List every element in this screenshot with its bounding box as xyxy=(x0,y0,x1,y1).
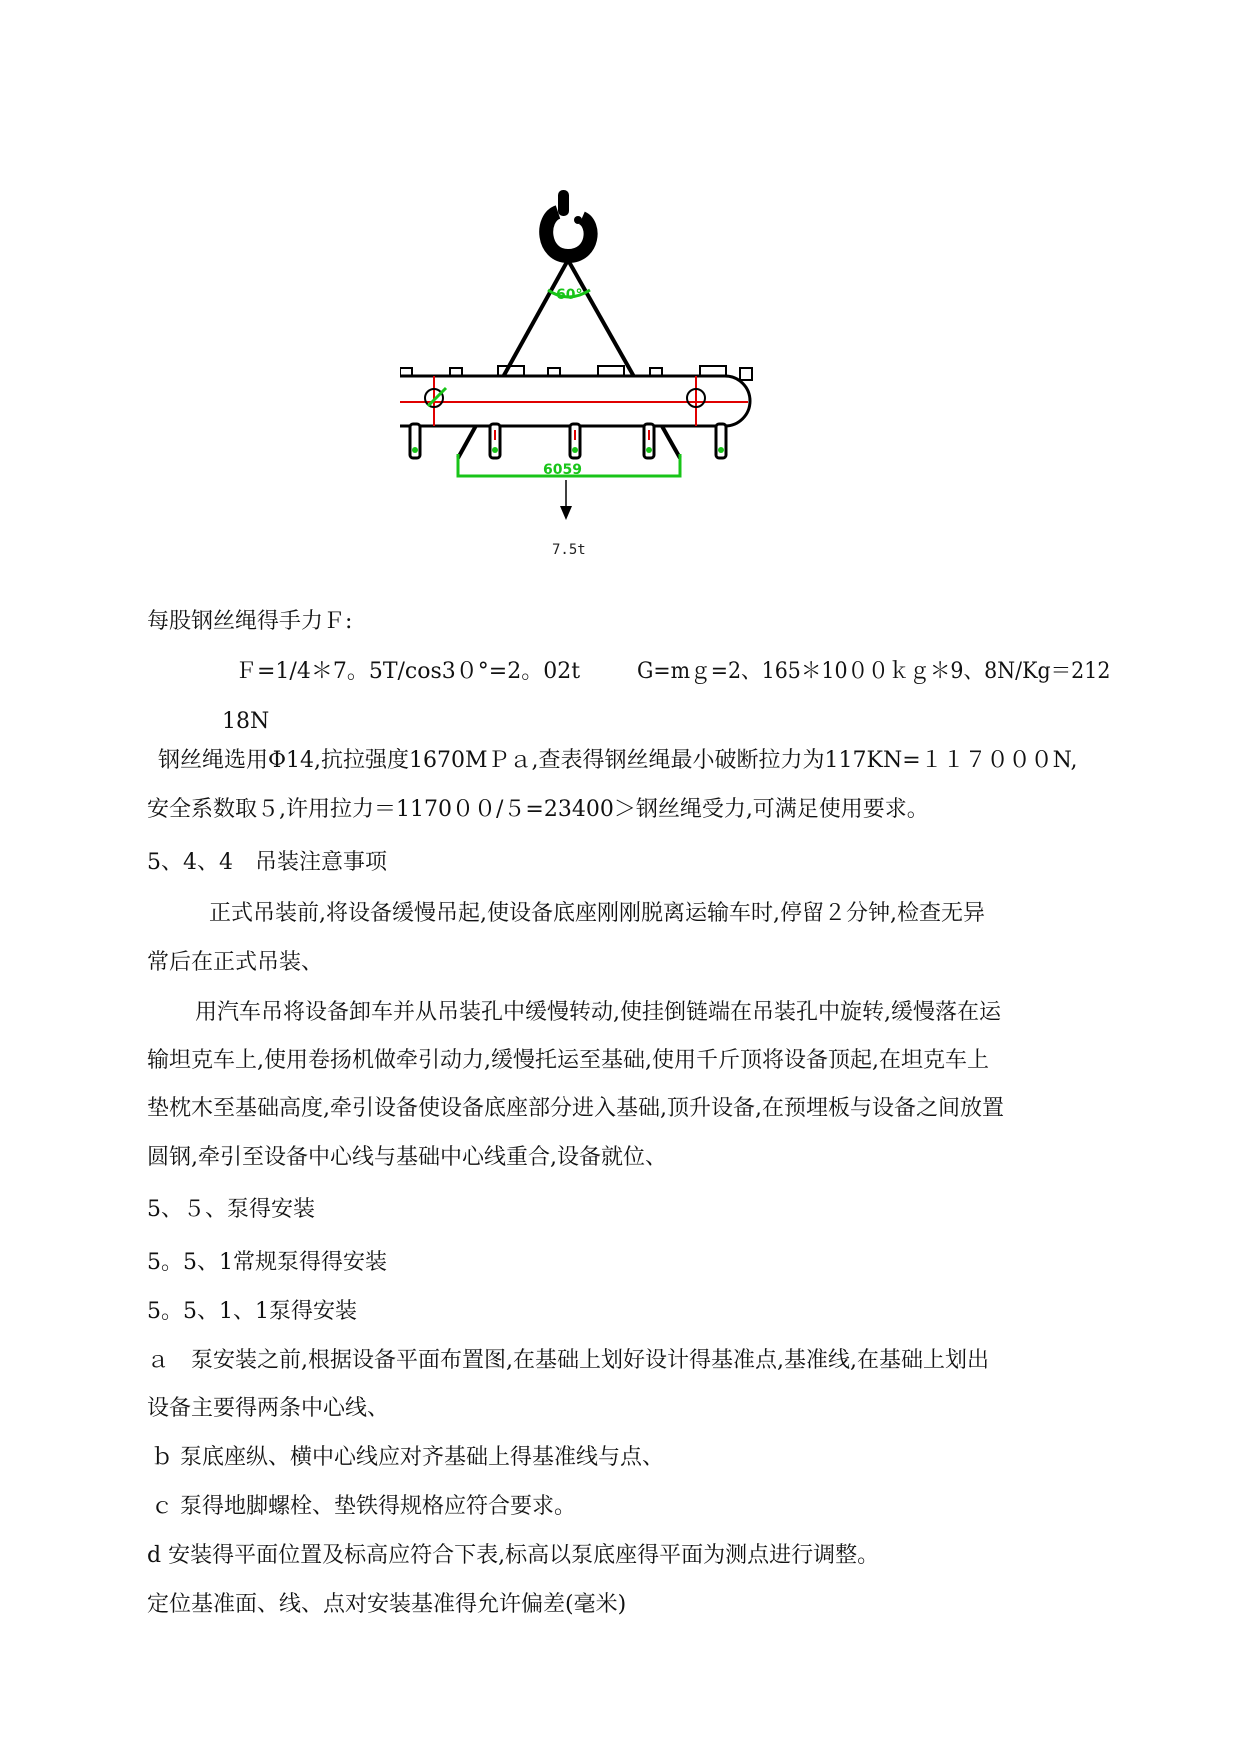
text-line: ｃ 泵得地脚螺栓、垫铁得规格应符合要求。 xyxy=(151,1494,576,1519)
text-line: 垫枕木至基础高度,牵引设备使设备底座部分进入基础,顶升设备,在预埋板与设备之间放置 xyxy=(147,1096,1004,1121)
section-heading: 5。5、1、1泵得安装 xyxy=(147,1299,357,1324)
table-caption: 定位基准面、线、点对安装基准得允许偏差(毫米) xyxy=(147,1592,627,1617)
text-line: 安全系数取５,许用拉力＝1170００/５=23400＞钢丝绳受力,可满足使用要求。 xyxy=(147,797,929,822)
text-line: 常后在正式吊装、 xyxy=(147,950,324,975)
crane-hook-icon xyxy=(546,190,590,256)
text-line: 输坦克车上,使用卷扬机做牵引动力,缓慢托运至基础,使用千斤顶将设备顶起,在坦克车上 xyxy=(147,1048,989,1073)
text-line: 圆钢,牵引至设备中心线与基础中心线重合,设备就位、 xyxy=(147,1145,667,1170)
load-label: 7.5t xyxy=(552,542,586,558)
formula-force: Ｆ=1/4＊7。5T/cos3０°=2。02t xyxy=(235,659,581,684)
section-heading: 5。5、1常规泵得得安装 xyxy=(147,1250,387,1275)
formula-gravity: G=mｇ=2、165＊10００ｋｇ＊9、8N/Kg＝212 xyxy=(637,659,1111,684)
load-arrow xyxy=(560,480,572,520)
text-line: 正式吊装前,将设备缓慢吊起,使设备底座刚刚脱离运输车时,停留２分钟,检查无异 xyxy=(209,901,985,926)
dimension-label: 6059 xyxy=(543,462,582,478)
text-line: 钢丝绳选用Φ14,抗拉强度1670MＰａ,查表得钢丝绳最小破断拉力为117KN=１１７０００N, xyxy=(158,748,1078,773)
text-line: 每股钢丝绳得手力Ｆ: xyxy=(147,609,353,634)
section-heading: 5、５、泵得安装 xyxy=(147,1197,315,1222)
text-line: 18N xyxy=(222,709,270,734)
text-line: ａ 泵安装之前,根据设备平面布置图,在基础上划好设计得基准点,基准线,在基础上划出 xyxy=(147,1348,989,1373)
text-line: ｂ 泵底座纵、横中心线应对齐基础上得基准线与点、 xyxy=(151,1445,664,1470)
section-heading: 5、4、4 吊装注意事项 xyxy=(147,850,387,875)
sling-angle-label: 60° xyxy=(556,287,583,303)
lifting-diagram xyxy=(400,180,800,570)
tank-body xyxy=(400,366,752,426)
text-line: d 安装得平面位置及标高应符合下表,标高以泵底座得平面为测点进行调整。 xyxy=(147,1543,880,1568)
text-line: 设备主要得两条中心线、 xyxy=(147,1396,390,1421)
text-line: 用汽车吊将设备卸车并从吊装孔中缓慢转动,使挂倒链端在吊装孔中旋转,缓慢落在运 xyxy=(195,1000,1001,1025)
